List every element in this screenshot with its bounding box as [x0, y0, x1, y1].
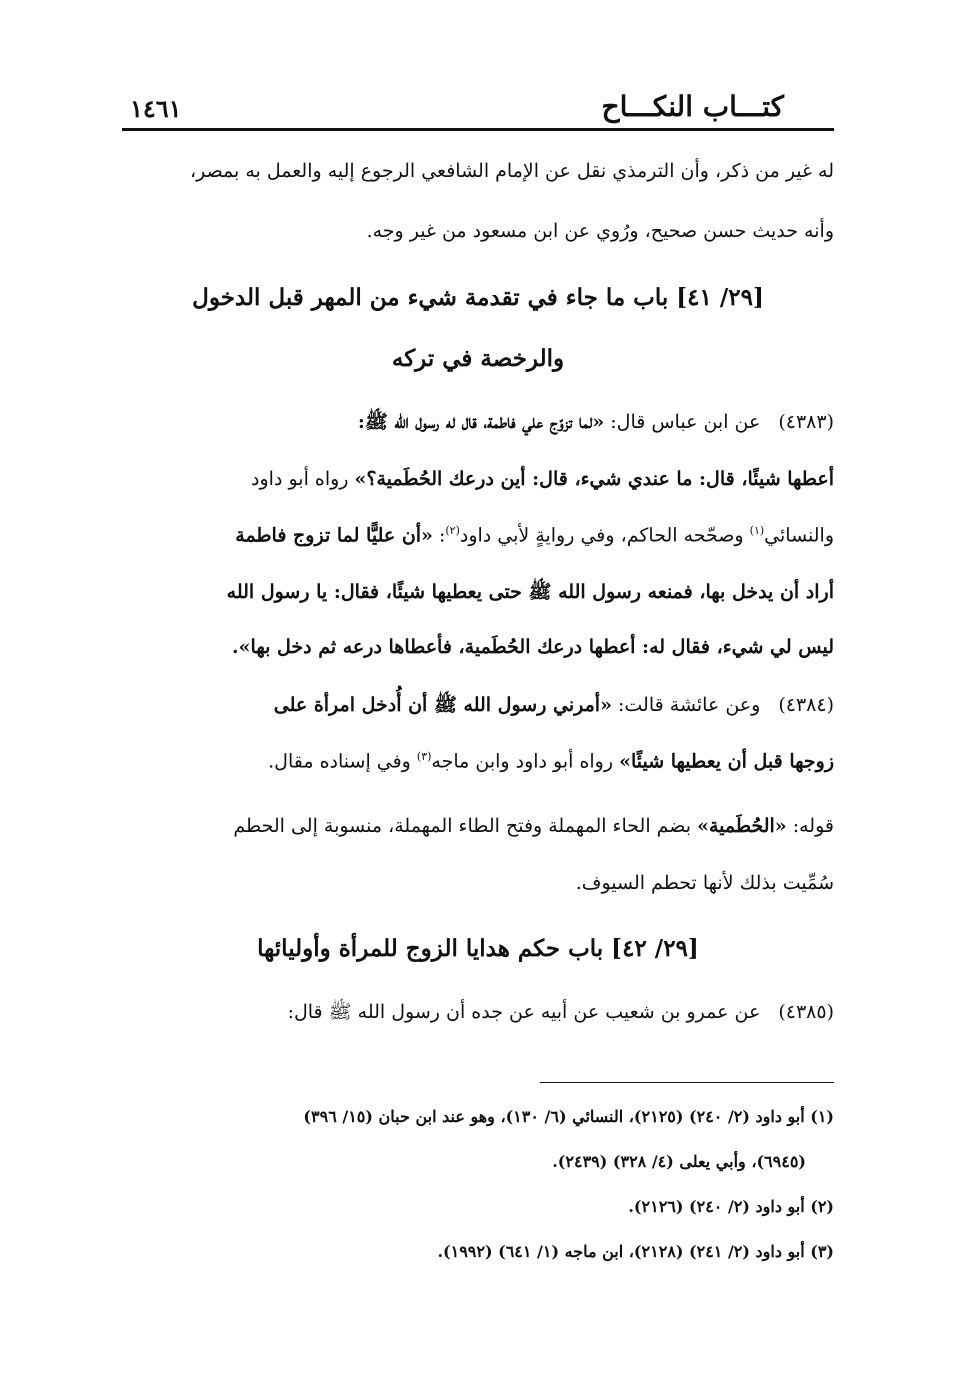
hadith-text: أعطها شيئًا، قال: ما عندي شيء، قال: أين درعك الحُطَمية؟» — [354, 468, 834, 490]
explanation-line-2: سُمِّيت بذلك لأنها تحطم السيوف. — [575, 872, 834, 894]
hadith-source: وفي إسناده مقال. — [268, 750, 417, 773]
explanation-line-1 — [122, 815, 834, 837]
intro-line-2: وأنه حديث حسن صحيح، ورُوي عن ابن مسعود من غير وجه. — [366, 220, 834, 242]
hadith-4383-line-2 — [122, 468, 834, 490]
hadith-text: «أمرني رسول الله ﷺ أن أُدخل امرأة على — [273, 694, 612, 716]
hadith-text: عن عمرو بن شعيب عن أبيه عن جده أن رسول الله ﷺ قال: — [287, 1001, 761, 1023]
explanation-text: بضم الحاء المهملة وفتح الطاء المهملة، منسوبة إلى الحطم — [233, 815, 698, 837]
hadith-number: (٤٣٨٤) — [778, 694, 834, 716]
hadith-text: «أن عليًّا لما تزوج فاطمة — [235, 524, 433, 547]
hadith-text: زوجها قبل أن يعطيها شيئًا» — [619, 750, 834, 773]
running-title: كتـــاب النكـــاح — [601, 90, 784, 123]
footnote-1-line-1: (١) أبو داود (٢/ ٢٤٠) (٢١٢٥)، النسائي (٦/ ١٣٠)، وهو عند ابن حبان (١٥/ ٣٩٦) — [303, 1107, 834, 1126]
footnote-divider — [540, 1082, 834, 1083]
hadith-4384-line-1 — [122, 693, 834, 721]
colon: : — [432, 524, 446, 547]
book-page — [122, 0, 834, 1395]
hadith-narrator: عن ابن عباس قال: — [604, 411, 761, 433]
chapter-42-heading: [٢٩/ ٤٢] باب حكم هدايا الزوج للمرأة وأوليائها — [257, 935, 699, 962]
footnote-ref-3[interactable]: (٣) — [416, 750, 432, 763]
hadith-source: والنسائي — [764, 524, 834, 547]
hadith-number: (٤٣٨٥) — [778, 1001, 834, 1023]
footnote-ref-1[interactable]: (١) — [749, 524, 765, 537]
hadith-4383-line-5: ليس لي شيء، فقال له: أعطها درعك الحُطَمية، فأعطاها درعه ثم دخل بها». — [232, 636, 834, 658]
hadith-source: رواه أبو داود وابن ماجه — [431, 750, 620, 773]
hadith-text: «لما تزوّج علي فاطمة، قال له رسول الله ﷺ: — [357, 411, 605, 433]
intro-line-1: له غير من ذكر، وأن الترمذي نقل عن الإمام الشافعي الرجوع إليه والعمل به بمصر، — [189, 160, 834, 182]
hadith-4385-line-1 — [122, 1000, 834, 1028]
hadith-source: رواه أبو داود — [251, 468, 355, 490]
hadith-narrator: وعن عائشة قالت: — [611, 694, 761, 716]
hadith-4384-line-2 — [122, 750, 834, 772]
footnote-1-line-2: (٦٩٤٥)، وأبي يعلى (٤/ ٣٢٨) (٢٤٣٩). — [552, 1152, 806, 1171]
chapter-41-heading: [٢٩/ ٤١] باب ما جاء في تقدمة شيء من المهر قبل الدخول — [192, 284, 764, 311]
page-number: ١٤٦١ — [130, 94, 182, 123]
footnote-2: (٢) أبو داود (٢/ ٢٤٠) (٢١٢٦). — [628, 1197, 834, 1216]
footnote-ref-2[interactable]: (٢) — [445, 524, 460, 537]
explained-term: «الحُطَمية» — [697, 815, 787, 837]
chapter-41-subheading: والرخصة في تركه — [391, 345, 565, 372]
hadith-4383-line-4: أراد أن يدخل بها، فمنعه رسول الله ﷺ حتى يعطيها شيئًا، فقال: يا رسول الله — [226, 581, 834, 603]
explanation-lead: قوله: — [786, 815, 834, 837]
page-header — [122, 82, 834, 131]
footnote-3: (٣) أبو داود (٢/ ٢٤١) (٢١٢٨)، ابن ماجه (١/ ٦٤١) (١٩٩٢). — [437, 1242, 834, 1261]
hadith-source: وصحّحه الحاكم، وفي روايةٍ لأبي داود — [459, 524, 750, 547]
hadith-4383-line-3 — [122, 524, 834, 546]
hadith-4383-line-1 — [122, 410, 834, 438]
hadith-number: (٤٣٨٣) — [778, 411, 834, 433]
